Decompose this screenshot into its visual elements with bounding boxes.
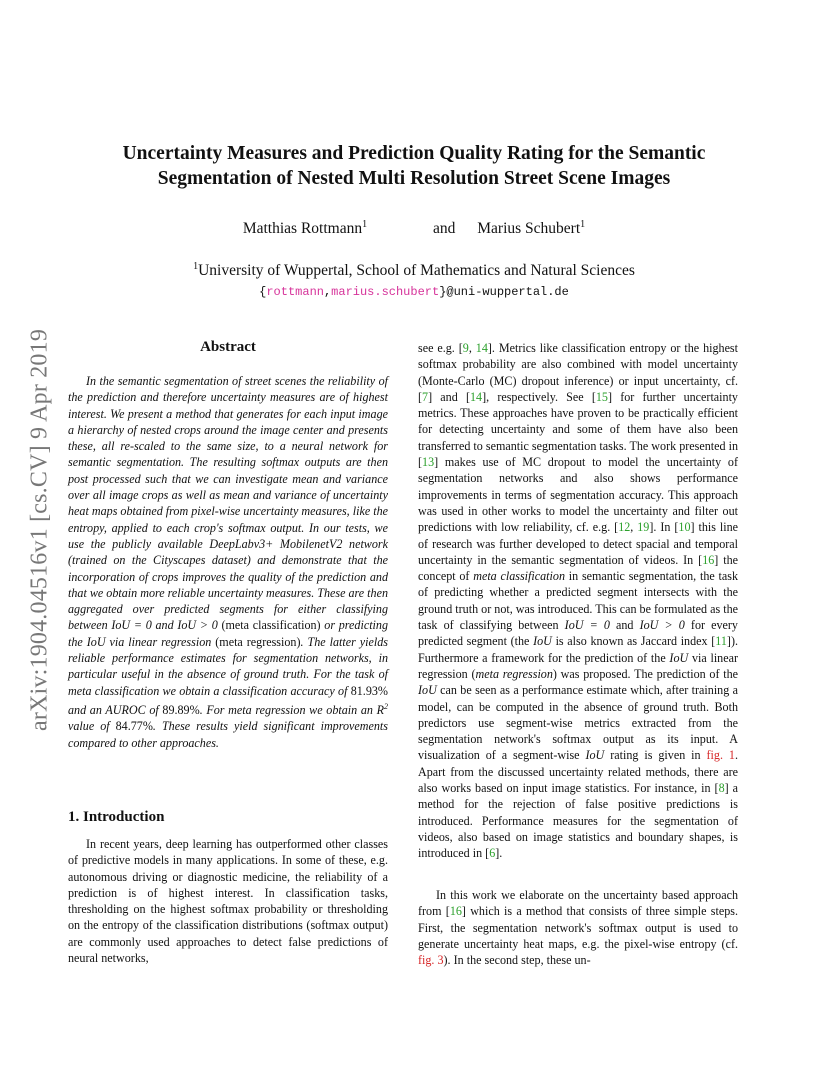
paper-title [70,141,758,191]
affiliation-sup: 1 [193,261,199,272]
citation-link[interactable]: 8 [718,781,725,796]
citation-link[interactable]: 11 [715,634,727,649]
figure-link[interactable]: fig. 3 [418,953,444,968]
emails: {rottmann,marius.schubert}@uni-wuppertal.de [259,285,569,299]
citation-link[interactable]: 16 [449,904,462,919]
author-1: Matthias Rottmann [242,220,363,238]
author-and: and [432,220,456,238]
affiliation-text: University of Wuppertal, School of Mathematics and Natural Sciences [198,262,635,280]
email-link-rottmann[interactable]: rottmann [266,285,324,299]
intro-paragraph-1: In recent years, deep learning has outperformed other classes of predictive models in many applications. In some of these, e.g. autonomous driving or diagnostic medicine, the reliability of a prediction is of highest interest. In classification tasks, thresholding on the highest softmax probability or thresholding on the entropy of the classification distributions (softmax output) are commonly used approaches to detect false predictions of neural networks, [68,837,388,966]
citation-link[interactable]: 14 [469,389,483,404]
citation-link[interactable]: 16 [702,552,715,567]
citation-link[interactable]: 10 [678,520,691,535]
arxiv-id: arXiv:1904.04516v1 [cs.CV] 9 Apr 2019 [26,328,53,732]
citation-link[interactable]: 7 [422,389,429,404]
figure-link[interactable]: fig. 1 [706,748,735,763]
affiliation [70,261,758,280]
citation-link[interactable]: 15 [595,389,608,404]
author-2-sup: 1 [580,219,586,230]
authors [70,219,758,238]
right-column-paragraph-1: see e.g. [9, 14]. Metrics like classification entropy or the highest softmax probability are also combined with model uncertainty (Monte-Carlo (MC) dropout inference) or input uncertainty, cf. [7] and [14], respectively. See [15] for further uncertainty metrics. These approaches have proven to be practically efficient for detecting uncertainty and some of them have also been transferred to semantic segmentation tasks. The work presented in [13] makes use of MC dropout to model the uncertainty of segmentation networks and also shows performance improvements in terms of segmentation accuracy. This approach was used in other works to model the uncertainty and filter out predictions with low reliability, cf. e.g. [12, 19]. In [10] this line of research was further developed to detect spacial and temporal uncertainty in the semantic segmentation of videos. In [16] the concept of meta classification in semantic segmentation, the task of predicting whether a predicted segment intersects with the ground truth or not, was introduced. This can be formulated as the task of classifying between IoU = 0 and IoU > 0 for every predicted segment (the IoU is also known as Jaccard index [11]). Furthermore a framework for the prediction of the IoU via linear regression (meta regression) was proposed. The prediction of the IoU can be seen as a performance estimate which, after training a model, can be computed in the absence of ground truth. Both predictors use segment-wise metrics extracted from the segmentation network's softmax output as its input. A visualization of a segment-wise IoU rating is given in fig. 1. Apart from the discussed uncertainty related methods, there are also works based on input image statistics. For instance, in [8] a method for the rejection of false positive predictions is introduced. Performance measures for the segmentation of videos, also based on image statistics and boundary shapes, is introduced in [6]. [418,341,739,861]
abstract-text: In the semantic segmentation of street scenes the reliability of the prediction and therefore uncertainty measures are of highest interest. We present a method that generates for each input image a hierarchy of nested crops around the image center and presents these, all re-scaled to the same size, to a neural network for semantic segmentation. The resulting softmax outputs are then post processed such that we can investigate mean and variance over all image crops as well as mean and variance of uncertainty heat maps obtained from pixel-wise uncertainty measures, like the entropy, applied to each crop's softmax output. In our tests, we use the publicly available DeepLabv3+ MobilenetV2 network (trained on the Cityscapes dataset) and demonstrate that the incorporation of crops improves the quality of the prediction and that we obtain more reliable uncertainty measures. These are then aggregated over predicted segments for either classifying between IoU = 0 and IoU > 0 (meta classification) or predicting the IoU via linear regression (meta regression). The latter yields reliable performance estimates for segmentation networks, in particular useful in the absence of ground truth. For the task of meta classification we obtain a classification accuracy of 81.93% and an AUROC of 89.89%. For meta regression we obtain an $R^2$ value of 84.77%. These results yield significant improvements compared to other approaches. [68,374,389,750]
citation-link[interactable]: 19 [637,520,650,535]
author-1-sup: 1 [362,219,368,230]
section-heading-introduction: 1. Introduction [68,809,165,825]
abstract-heading: Abstract [200,339,256,355]
title-line-2: Segmentation of Nested Multi Resolution Street Scene Images [157,168,671,189]
citation-link[interactable]: 9 [462,341,469,355]
citation-link[interactable]: 6 [489,846,496,861]
author-2: Marius Schubert [477,220,581,238]
arxiv-sidebar [22,290,58,770]
email-link-schubert[interactable]: marius.schubert [331,285,440,299]
right-column-paragraph-2: In this work we elaborate on the uncertainty based approach from [16] which is a method that consists of three simple steps. First, the segmentation network's softmax output is used to generate uncertainty heat maps, e.g. the pixel-wise entropy (cf. fig. 3). In the second step, these un- [418,888,739,968]
citation-link[interactable]: 14 [475,341,488,355]
title-line-1: Uncertainty Measures and Prediction Quality Rating for the Semantic [122,143,706,164]
citation-link[interactable]: 12 [618,520,631,535]
citation-link[interactable]: 13 [422,455,435,470]
